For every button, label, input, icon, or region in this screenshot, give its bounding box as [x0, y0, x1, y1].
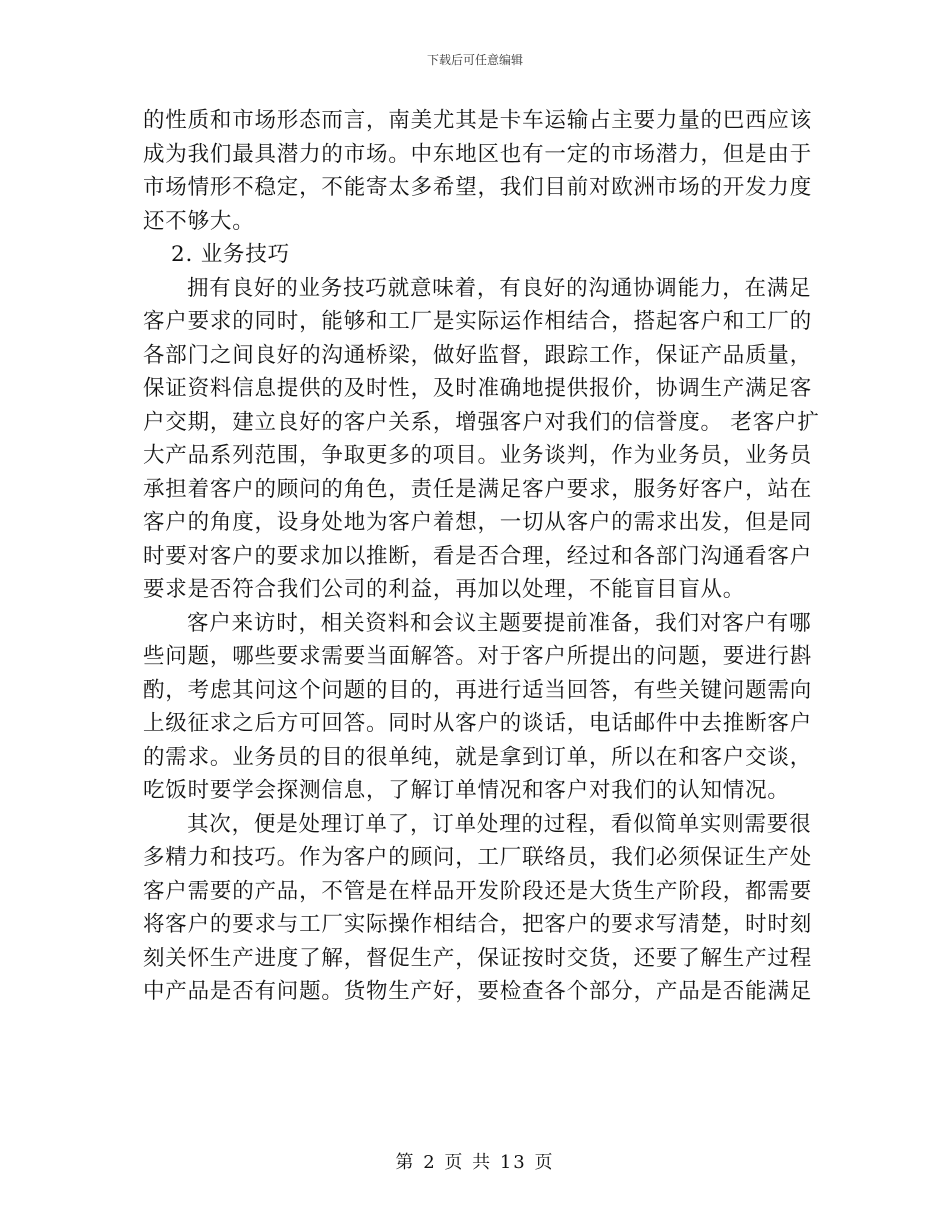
text-line: 的需求。业务员的目的很单纯，就是拿到订单，所以在和客户交谈， [143, 744, 813, 770]
text-line: 中产品是否有问题。货物生产好，要检查各个部分，产品是否能满足 [143, 979, 813, 1004]
text-line: 还不够大。 [143, 208, 255, 234]
text-line: 保证资料信息提供的及时性，及时准确地提供报价，协调生产满足客 [143, 376, 813, 401]
text-line: 多精力和技巧。作为客户的顾问，工厂联络员，我们必须保证生产处 [143, 845, 813, 870]
text-line: 承担着客户的顾问的角色，责任是满足客户要求，服务好客户，站在 [143, 476, 813, 502]
text-line: 将客户的要求与工厂实际操作相结合，把客户的要求写清楚，时时刻 [143, 912, 813, 937]
paragraph-first-line: 其次，便是处理订单了，订单处理的过程，看似简单实则需要很 [187, 811, 812, 837]
document-body [143, 104, 820, 1009]
paragraph-first-line: 拥有良好的业务技巧就意味着，有良好的沟通协调能力，在满足 [187, 275, 812, 301]
paragraph-first-line: 客户来访时，相关资料和会议主题要提前准备，我们对客户有哪 [187, 610, 812, 636]
text-line: 的性质和市场形态而言，南美尤其是卡车运输占主要力量的巴西应该 [143, 108, 813, 133]
text-line: 户交期，建立良好的客户关系，增强客户对我们的信誉度。 老客户扩 [143, 409, 820, 435]
page-header-note: 下载后可任意编辑 [426, 53, 523, 67]
text-line: 市场情形不稳定，不能寄太多希望，我们目前对欧洲市场的开发力度 [143, 175, 813, 200]
text-line: 大产品系列范围，争取更多的项目。业务谈判，作为业务员，业务员 [143, 443, 813, 468]
text-line: 成为我们最具潜力的市场。中东地区也有一定的市场潜力，但是由于 [143, 141, 813, 167]
page-number: 第 2 页 共 13 页 [395, 1152, 555, 1173]
text-line: 些问题，哪些要求需要当面解答。对于客户所提出的问题，要进行斟 [143, 644, 813, 669]
section-heading: 2. 业务技巧 [171, 242, 290, 267]
text-line: 酌，考虑其问这个问题的目的，再进行适当回答，有些关键问题需向 [143, 677, 813, 703]
text-line: 时要对客户的要求加以推断，看是否合理，经过和各部门沟通看客户 [143, 543, 813, 569]
text-line: 客户需要的产品，不管是在样品开发阶段还是大货生产阶段，都需要 [143, 878, 813, 904]
text-line: 吃饭时要学会探测信息，了解订单情况和客户对我们的认知情况。 [143, 778, 790, 803]
text-line: 要求是否符合我们公司的利益，再加以处理，不能盲目盲从。 [143, 577, 746, 602]
text-line: 客户要求的同时，能够和工厂是实际运作相结合，搭起客户和工厂的 [143, 309, 813, 334]
text-line: 各部门之间良好的沟通桥梁，做好监督，跟踪工作，保证产品质量， [143, 342, 813, 368]
text-line: 上级征求之后方可回答。同时从客户的谈话，电话邮件中去推断客户 [143, 711, 813, 736]
text-line: 客户的角度，设身处地为客户着想，一切从客户的需求出发，但是同 [143, 510, 813, 535]
text-line: 刻关怀生产进度了解，督促生产，保证按时交货，还要了解生产过程 [143, 945, 813, 971]
